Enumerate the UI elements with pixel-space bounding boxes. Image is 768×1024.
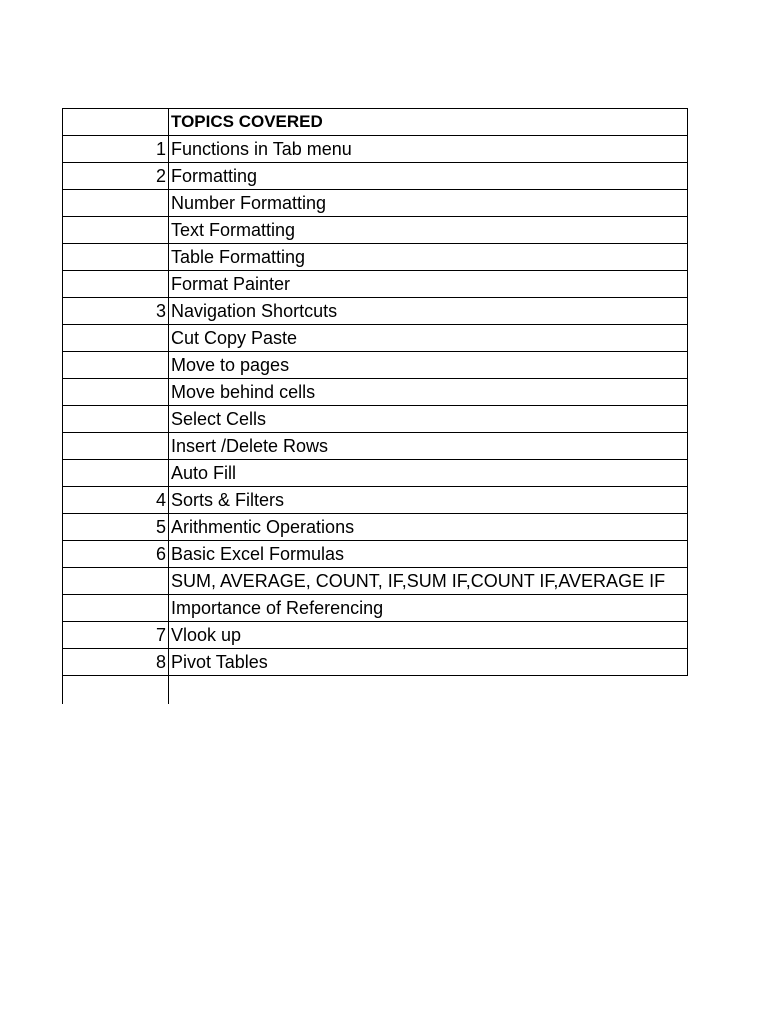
- empty-trailing-row: [63, 676, 688, 704]
- row-topic-cell: Formatting: [169, 163, 688, 190]
- row-number-cell: [63, 190, 169, 217]
- row-number-cell: 4: [63, 487, 169, 514]
- table-row: [63, 406, 688, 433]
- row-topic-cell: Functions in Tab menu: [169, 136, 688, 163]
- row-topic-cell: Move behind cells: [169, 379, 688, 406]
- table-row: [63, 649, 688, 676]
- row-number-cell: [63, 379, 169, 406]
- row-number-cell: 3: [63, 298, 169, 325]
- table-row: [63, 163, 688, 190]
- row-number-cell: [63, 217, 169, 244]
- table-row: [63, 244, 688, 271]
- row-topic-cell: Cut Copy Paste: [169, 325, 688, 352]
- row-topic-cell: Insert /Delete Rows: [169, 433, 688, 460]
- table-row: [63, 433, 688, 460]
- row-number-cell: 8: [63, 649, 169, 676]
- table-row: [63, 325, 688, 352]
- row-number-cell: [63, 568, 169, 595]
- row-topic-cell: Vlook up: [169, 622, 688, 649]
- row-topic-cell: Auto Fill: [169, 460, 688, 487]
- row-topic-cell: Navigation Shortcuts: [169, 298, 688, 325]
- row-number-cell: [63, 271, 169, 298]
- row-number-cell: [63, 406, 169, 433]
- row-topic-cell: Sorts & Filters: [169, 487, 688, 514]
- row-number-cell: [63, 352, 169, 379]
- row-number-cell: 5: [63, 514, 169, 541]
- row-number-cell: [63, 595, 169, 622]
- row-number-cell: [63, 325, 169, 352]
- row-number-cell: 7: [63, 622, 169, 649]
- table-row: [63, 514, 688, 541]
- row-topic-cell: Pivot Tables: [169, 649, 688, 676]
- row-topic-cell: Format Painter: [169, 271, 688, 298]
- table-row: [63, 568, 688, 595]
- row-topic-cell: Move to pages: [169, 352, 688, 379]
- row-number-cell: 2: [63, 163, 169, 190]
- table-header-row: [63, 109, 688, 136]
- table-row: [63, 379, 688, 406]
- table-row: [63, 298, 688, 325]
- table-row: [63, 352, 688, 379]
- table-row: [63, 622, 688, 649]
- row-topic-cell: Arithmentic Operations: [169, 514, 688, 541]
- topics-sheet: [62, 108, 687, 704]
- topics-table: [62, 108, 688, 704]
- header-number-cell: [63, 109, 169, 136]
- row-topic-cell: Text Formatting: [169, 217, 688, 244]
- row-topic-cell: SUM, AVERAGE, COUNT, IF,SUM IF,COUNT IF,AVERAGE IF: [169, 568, 688, 595]
- row-number-cell: [63, 433, 169, 460]
- empty-topic-cell: [169, 676, 688, 704]
- row-topic-cell: Importance of Referencing: [169, 595, 688, 622]
- empty-number-cell: [63, 676, 169, 704]
- row-topic-cell: Basic Excel Formulas: [169, 541, 688, 568]
- header-title-cell: TOPICS COVERED: [169, 109, 688, 136]
- table-row: [63, 190, 688, 217]
- table-row: [63, 271, 688, 298]
- row-topic-cell: Table Formatting: [169, 244, 688, 271]
- table-row: [63, 487, 688, 514]
- row-topic-cell: Number Formatting: [169, 190, 688, 217]
- table-row: [63, 541, 688, 568]
- table-row: [63, 460, 688, 487]
- row-number-cell: 6: [63, 541, 169, 568]
- row-number-cell: [63, 460, 169, 487]
- row-number-cell: [63, 244, 169, 271]
- table-row: [63, 217, 688, 244]
- table-row: [63, 595, 688, 622]
- table-row: [63, 136, 688, 163]
- row-topic-cell: Select Cells: [169, 406, 688, 433]
- row-number-cell: 1: [63, 136, 169, 163]
